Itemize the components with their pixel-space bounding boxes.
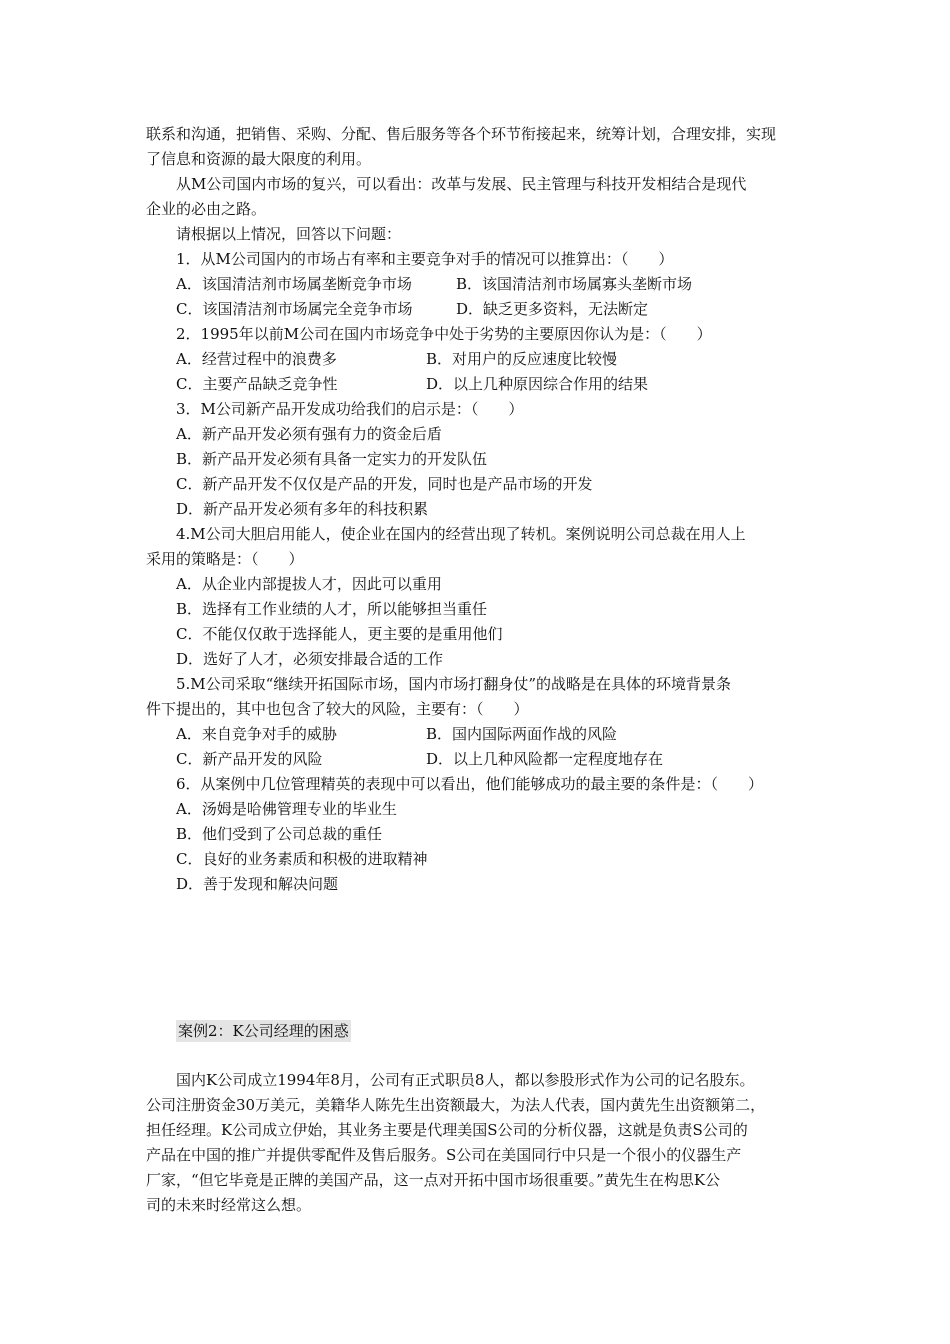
- option-d: D．选好了人才，必须安排最合适的工作: [176, 650, 444, 668]
- paragraph-line: 厂家，“但它毕竟是正牌的美国产品，这一点对开拓中国市场很重要。”黄先生在构思K公: [146, 1171, 721, 1189]
- question-2-options-cd: [146, 372, 814, 397]
- option-b: B．该国清洁剂市场属寡头垄断市场: [456, 275, 693, 293]
- option-a: A．新产品开发必须有强有力的资金后盾: [176, 425, 442, 443]
- intro-line: 了信息和资源的最大限度的利用。: [146, 150, 372, 168]
- question-1-options-ab: [146, 272, 814, 297]
- intro-section: [146, 122, 814, 897]
- question-5-options-cd: [146, 747, 814, 772]
- option-b: B．他们受到了公司总裁的重任: [176, 825, 383, 843]
- question-4-stem: 4.M公司大胆启用能人，使企业在国内的经营出现了转机。案例说明公司总裁在用人上: [176, 525, 746, 543]
- question-2-options-ab: [146, 347, 814, 372]
- option-a: A．来自竞争对手的威胁: [176, 725, 337, 743]
- paragraph-line: 公司注册资金30万美元，美籍华人陈先生出资额最大，为法人代表，国内黄先生出资额第二，: [146, 1096, 766, 1114]
- option-c: C．良好的业务素质和积极的进取精神: [176, 850, 428, 868]
- paragraph-line: 国内K公司成立1994年8月，公司有正式职员8人，都以参股形式作为公司的记名股东。: [176, 1071, 755, 1089]
- intro-line: 从M公司国内市场的复兴，可以看出：改革与发展、民主管理与科技开发相结合是现代: [176, 175, 747, 193]
- intro-line: 企业的必由之路。: [146, 200, 267, 218]
- paragraph-line: 担任经理。K公司成立伊始，其业务主要是代理美国S公司的分析仪器，这就是负责S公司的: [146, 1121, 748, 1139]
- option-d: D．善于发现和解决问题: [176, 875, 339, 893]
- paragraph-line: 司的未来时经常这么想。: [146, 1196, 312, 1214]
- option-c: C．不能仅仅敢于选择能人，更主要的是重用他们: [176, 625, 503, 643]
- option-b: B．对用户的反应速度比较慢: [426, 350, 618, 368]
- option-c: C．主要产品缺乏竞争性: [176, 375, 338, 393]
- question-5-options-ab: [146, 722, 814, 747]
- option-a: A．从企业内部提拔人才，因此可以重用: [176, 575, 442, 593]
- question-6-stem: 6．从案例中几位管理精英的表现中可以看出，他们能够成功的最主要的条件是：（ ）: [176, 775, 764, 793]
- instruction-line: 请根据以上情况，回答以下问题：: [176, 225, 402, 243]
- option-c: C．新产品开发的风险: [176, 750, 323, 768]
- question-5-stem-cont: 件下提出的，其中也包含了较大的风险，主要有：（ ）: [146, 700, 529, 718]
- question-3-stem: 3．M公司新产品开发成功给我们的启示是：（ ）: [176, 400, 524, 418]
- question-1-options-cd: [146, 297, 814, 322]
- paragraph-line: 产品在中国的推广并提供零配件及售后服务。S公司在美国同行中只是一个很小的仪器生产: [146, 1146, 742, 1164]
- option-d: D．缺乏更多资料，无法断定: [456, 300, 649, 318]
- question-2-stem: 2．1995年以前M公司在国内市场竞争中处于劣势的主要原因你认为是：（ ）: [176, 325, 712, 343]
- option-d: D．以上几种原因综合作用的结果: [426, 375, 649, 393]
- option-b: B．选择有工作业绩的人才，所以能够担当重任: [176, 600, 488, 618]
- option-a: A．该国清洁剂市场属垄断竞争市场: [176, 275, 412, 293]
- option-a: A．汤姆是哈佛管理专业的毕业生: [176, 800, 397, 818]
- option-d: D．新产品开发必须有多年的科技积累: [176, 500, 429, 518]
- question-1-stem: 1．从M公司国内的市场占有率和主要竞争对手的情况可以推算出：（ ）: [176, 250, 674, 268]
- option-b: B．国内国际两面作战的风险: [426, 725, 618, 743]
- intro-line: 联系和沟通，把销售、采购、分配、售后服务等各个环节衔接起来，统筹计划，合理安排，实现: [146, 125, 777, 143]
- case-2-heading: 案例2：K公司经理的困惑: [178, 1022, 349, 1040]
- option-b: B．新产品开发必须有具备一定实力的开发队伍: [176, 450, 488, 468]
- question-4-stem-cont: 采用的策略是：（ ）: [146, 550, 304, 568]
- option-d: D．以上几种风险都一定程度地存在: [426, 750, 664, 768]
- case-2-body: [146, 1068, 814, 1218]
- option-c: C．该国清洁剂市场属完全竞争市场: [176, 300, 413, 318]
- option-a: A．经营过程中的浪费多: [176, 350, 337, 368]
- question-5-stem: 5.M公司采取“继续开拓国际市场，国内市场打翻身仗”的战略是在具体的环境背景条: [176, 675, 732, 693]
- option-c: C．新产品开发不仅仅是产品的开发，同时也是产品市场的开发: [176, 475, 593, 493]
